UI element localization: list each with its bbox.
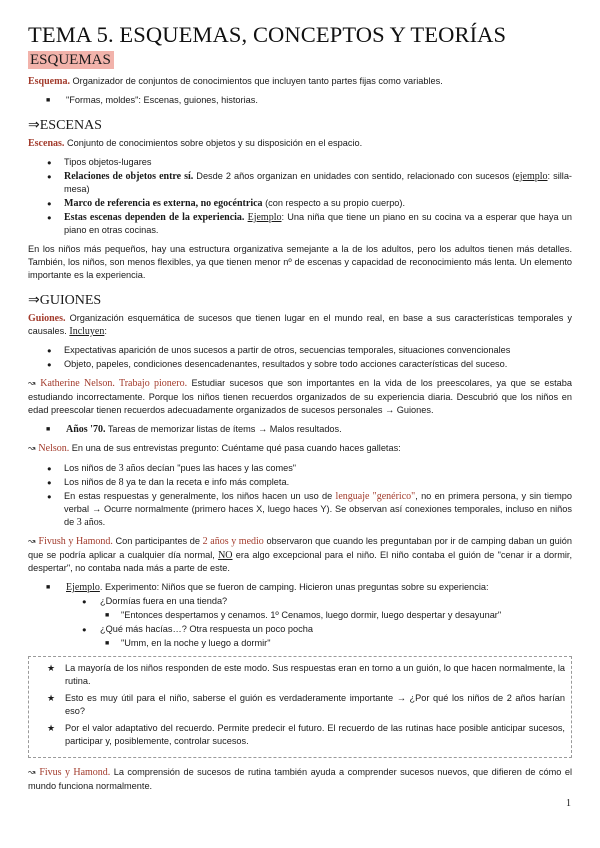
list-item: ■ Años '70. Tareas de memorizar listas de ítems → Malos resultados. bbox=[28, 423, 572, 436]
squiggle-arrow-icon: ↝ bbox=[28, 444, 39, 454]
list-item: ● Relaciones de objetos entre sí. Desde 2 años organizan en unidades con sentido, relacionado con sucesos (ejemplo: silla-mesa) bbox=[28, 170, 572, 196]
guiones-list bbox=[28, 344, 572, 371]
nelson-paragraph: ↝ Katherine Nelson. Trabajo pionero. Estudiar sucesos que son importantes en la vida de los preescolares, ya que se estaba estudiando incorrectamente. Porque los niños tienen recuerdos organizados de su experiencia diaria. Descubrió que los niños en edad preescolar tienen recuerdos adecuadamente organizados de sucesos personales → Guiones. bbox=[28, 378, 572, 415]
list-item: ● Tipos objetos-lugares bbox=[28, 156, 572, 169]
squiggle-arrow-icon: ↝ bbox=[28, 537, 39, 547]
section-heading-guiones: ⇒GUIONES bbox=[28, 293, 102, 308]
list-item: ■ Ejemplo. Experimento: Niños que se fueron de camping. Hicieron unas preguntas sobre su experiencia: bbox=[28, 581, 572, 594]
document-page bbox=[28, 22, 572, 799]
squiggle-arrow-icon: ↝ bbox=[28, 379, 41, 389]
esquema-definition: Esquema. Organizador de conjuntos de conocimientos que incluyen tanto partes fijas como variables. bbox=[28, 76, 443, 87]
list-item: ■ "Entonces despertamos y cenamos. 1º Cenamos, luego dormir, luego despertar y desayunar" bbox=[28, 609, 572, 622]
list-item: ● ¿Qué más hacías…? Otra respuesta un poco pocha bbox=[28, 623, 572, 636]
esquema-list bbox=[28, 94, 572, 107]
page-title: TEMA 5. ESQUEMAS, CONCEPTOS Y TEORÍAS bbox=[28, 22, 507, 47]
list-item: ■ "Umm, en la noche y luego a dormir" bbox=[28, 637, 572, 650]
list-item: ● Objeto, papeles, condiciones desencadenantes, resultados y sobre todo acciones características del suceso. bbox=[28, 358, 572, 371]
list-item: ● Los niños de 8 ya te dan la receta e info más completa. bbox=[28, 476, 572, 489]
list-item: ● Estas escenas dependen de la experiencia. Ejemplo: Una niña que tiene un piano en su cocina va a esperar que haya un piano en otras cocinas. bbox=[28, 211, 572, 237]
guiones-definition: Guiones. Organización esquemática de sucesos que tienen lugar en el mundo real, en base a sus características temporales y causales. Incluyen: bbox=[28, 313, 572, 337]
nelson-interview-paragraph: ↝ Nelson. En una de sus entrevistas pregunto: Cuéntame qué pasa cuando haces galletas: bbox=[28, 443, 401, 454]
section-heading-escenas: ⇒ESCENAS bbox=[28, 118, 102, 133]
fivus-paragraph: ↝ Fivus y Hamond. La comprensión de sucesos de rutina también ayuda a comprender sucesos nuevos, que difieren de cómo el mundo funciona normalmente. bbox=[28, 767, 573, 791]
list-item: ● Expectativas aparición de unos sucesos a partir de otros, secuencias temporales, situaciones convencionales bbox=[28, 344, 572, 357]
star-list-item: ★ La mayoría de los niños responden de este modo. Sus respuestas eran en torno a un guión, lo que hacen normalmente, la rutina. bbox=[35, 662, 565, 688]
list-item: ● Los niños de 3 años decían "pues las haces y las comes" bbox=[28, 462, 572, 475]
section-heading-esquemas: ESQUEMAS bbox=[28, 51, 114, 69]
dashed-summary-box bbox=[28, 656, 572, 758]
list-item: ● En estas respuestas y generalmente, los niños hacen un uso de lenguaje "genérico", no en primera persona, y sin tiempo verbal → Ocurre normalmente (primero haces X, luego haces Y). Se observan así conexiones temporales, incluso en niños de 3 años. bbox=[28, 490, 572, 529]
list-item: ● Marco de referencia es externa, no egocéntrica (con respecto a su propio cuerpo). bbox=[28, 197, 572, 210]
fivush-paragraph: ↝ Fivush y Hamond. Con participantes de 2 años y medio observaron que cuando les preguntaban por ir de camping daban un guión que se podría aplicar a cualquier día normal, NO era algo excepcional para el niño. El niño contaba el guión de "cenar ir a dormir, despertar", no contaba nada más a parte de este. bbox=[28, 536, 573, 573]
escenas-paragraph: En los niños más pequeños, hay una estructura organizativa semejante a la de los adultos, pero los adultos tienen más detalles. También, los niños, son menos flexibles, ya que tienen menor nº de escenas y capacidad de reconocimiento más lenta. Un elemento importante es la experiencia. bbox=[28, 244, 572, 280]
escenas-list bbox=[28, 156, 572, 237]
nelson-interview-list bbox=[28, 462, 572, 529]
list-item: ■ "Formas, moldes": Escenas, guiones, historias. bbox=[28, 94, 572, 107]
fivush-list bbox=[28, 581, 572, 650]
page-number: 1 bbox=[566, 798, 571, 809]
squiggle-arrow-icon: ↝ bbox=[28, 768, 40, 778]
nelson-list bbox=[28, 423, 572, 436]
star-list-item: ★ Por el valor adaptativo del recuerdo. Permite predecir el futuro. El recuerdo de las rutinas hace posible anticipar sucesos, participar y, posiblemente, controlar sucesos. bbox=[35, 722, 565, 748]
escenas-definition: Escenas. Conjunto de conocimientos sobre objetos y su disposición en el espacio. bbox=[28, 138, 363, 149]
list-item: ● ¿Dormías fuera en una tienda? bbox=[28, 595, 572, 608]
star-list-item: ★ Esto es muy útil para el niño, saberse el guión es verdaderamente importante → ¿Por qué los niños de 2 años harían eso? bbox=[35, 692, 565, 718]
